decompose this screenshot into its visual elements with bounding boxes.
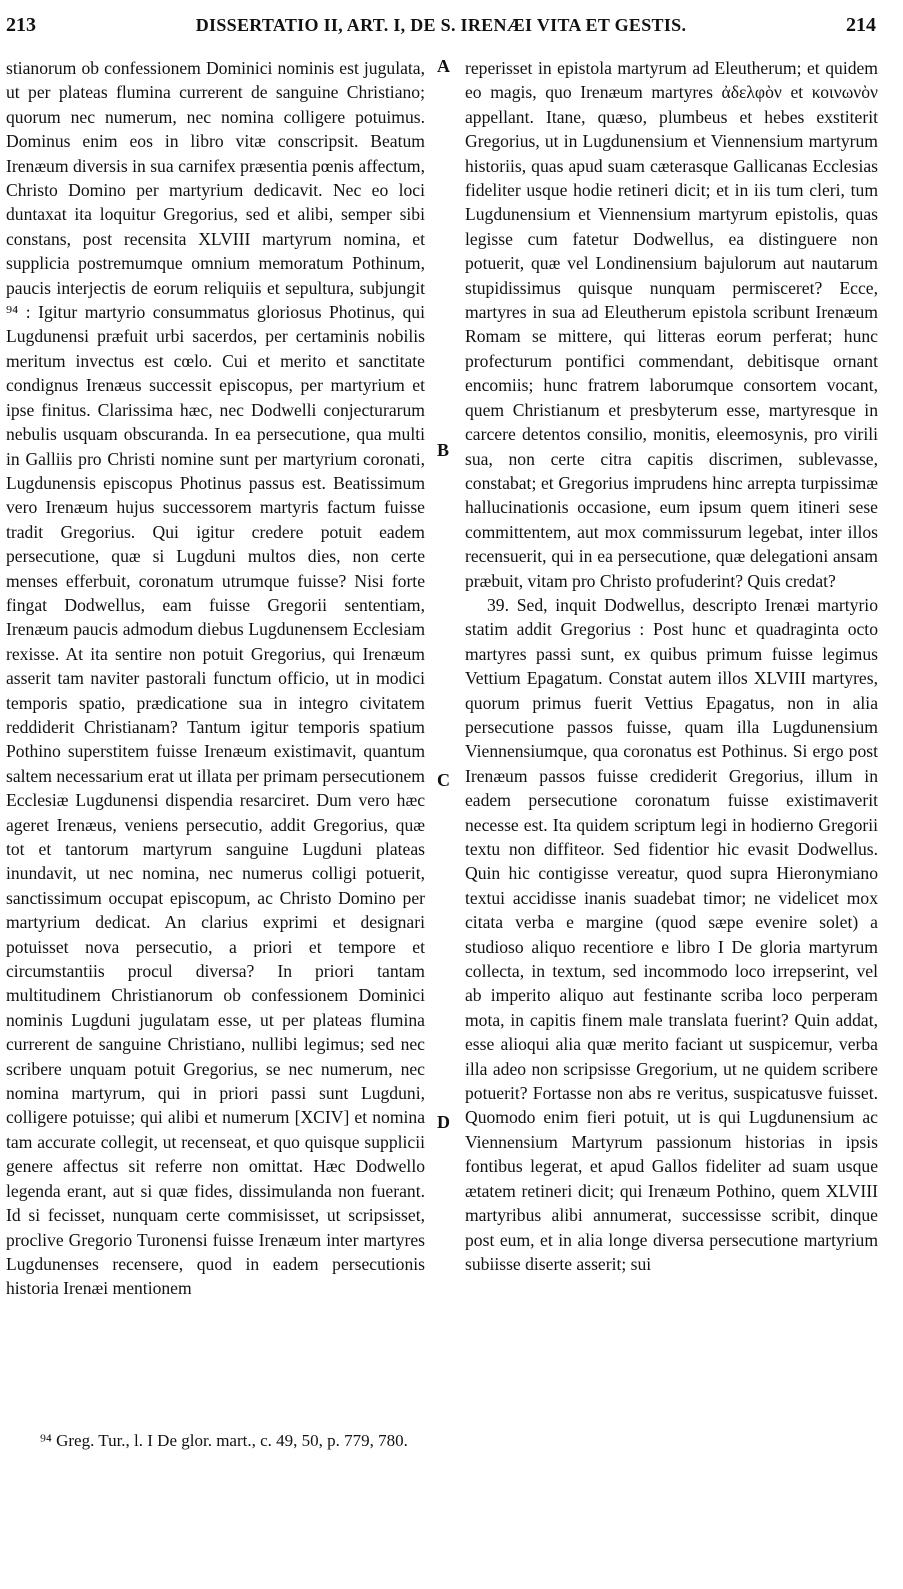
footnote: ⁹⁴ Greg. Tur., l. I De glor. mart., c. 49, 50, p. 779, 780. — [40, 1431, 408, 1450]
page-number-right: 214 — [846, 14, 876, 36]
margin-marker-c: C — [437, 770, 450, 790]
left-paragraph-1: stianorum ob confessionem Dominici nominis est jugulata, ut per plateas flumina currerent de sanguine Christiano; quorum nec numerum, nec nomina colligere potuimus. Dominus enim eos in libro vitæ conscripsit. Beatum Irenæum diversis in sua carnifex præsentia pœnis affectum, Christo Domino per martyrium dedicavit. Nec eo loci duntaxat ita loquitur Gregorius, sed et alibi, semper sibi constans, post recensita XLVIII martyrum nomina, et supplicia postremumque omnium memoratum Pothinum, paucis interjectis de eorum reliquiis et sepultura, subjungit ⁹⁴ : Igitur martyrio consummatus gloriosus Photinus, qui Lugdunensi præfuit urbi sacerdos, per certaminis nobilis meritum invectus est cœlo. Cui et merito et sanctitate condignus Irenæus successit episcopus, per martyrium et ipse finitus. Clarissima hæc, nec Dodwelli conjecturarum nebulis usquam obscuranda. In ea persecutione, qua multi in Galliis pro Christi nomine sunt per martyrium coronati, Lugdunensis episcopus Photinus passus est. Beatissimum vero Irenæum hujus successorem martyris factum fuisse tradit Gregorius. Qui igitur credere potuit eadem persecutione, quæ si Lugduni multos dies, non certe menses efferbuit, coronatum utrumque fuisse? Nisi forte fingat Dodwellus, eam fuisse Gregorii sententiam, Irenæum paucis admodum diebus Lugdunensem Ecclesiam rexisse. At ita sentire non potuit Gregorius, qui Irenæum asserit tam naviter pastorali functum officio, ut in modici temporis spatio, prædicatione sua in integro civitatem reddiderit Christianam? Tantum igitur temporis spatium Pothino superstitem fuisse Irenæum existimavit, quantum saltem necessarium erat ut illata per primam persecutionem Ecclesiæ Lugdunensi dispendia resarciret. Dum vero hæc ageret Irenæus, veniens persecutio, addit Gregorius, quæ tot et tantorum martyrum sanguine Lugduni plateas inundavit, ut nec nomina, nec numerus colligi potuerit, sanctissimum occupat episcopum, ac Christo Domino per martyrium dedicat. An clarius exprimi et designari potuisset nova persecutio, a priori et tempore et circumstantiis procul diversa? In priori tantam multitudinem Christianorum ob confessionem Dominici nominis Lugduni jugulatam esse, ut per plateas flumina currerent de sanguine Christiano, nullibi legimus; sed nec scribere unquam potuit Gregorius, se nec numerum, nec nomina martyrum, qui in priori passi sunt Lugduni, colligere potuisse; qui alibi et numerum [XCIV] et nomina tam accurate collegit, ut recenseat, et quo quisque supplicii genere affectus sit referre non omittat. Hæc Dodwello legenda erant, aut si quæ fides, dissimulanda non fuerant. Id si fecisset, nunquam certe commisisset, ut scripsisset, proclive Gregorio Turonensi fuisse Irenæum inter martyres Lugdunenses recensere, quod in eadem persecutionis historia Irenæi mentionem — [6, 58, 425, 1299]
running-header — [6, 14, 876, 40]
right-paragraph-2: 39. Sed, inquit Dodwellus, descripto Irenæi martyrio statim addit Gregorius : Post hunc et quadraginta octo martyres passi sunt, ex quibus primum fuisse legimus Vettium Epagatum. Constat autem illos XLVIII martyres, quorum primus fuerit Vettius Epagatus, non in alia persecutione passos fuisse, quam illa Lugdunensium Viennensiumque, qua coronatus est Pothinus. Si ergo post Irenæum passos fuisse crediderit Gregorius, illum in eadem persecutione coronatum fuisse existimaverit necesse est. Ita quidem scriptum legi in hodierno Gregorii textu non diffiteor. Sed fidentior hic evasit Dodwellus. Quin hic contigisse vereatur, quod supra Hieronymiano textui accidisse inanis suadebat timor; ne videlicet mox citata verba e margine (quod sæpe evenire solet) a studioso aliquo recentiore e libro I De gloria martyrum collecta, in textum, sed incommodo loco irrepserint, vel ab imperito aliquo aut festinante scriba loco perperam mota, in capitis finem male translata fuerint? Quin addat, esse alioqui alia quæ merito faciant ut suspicemur, verba illa adeo non scripsisse Gregorium, ut ne quidem scribere potuerit? Fortasse non abs re veritus, suspicatusve fuisset. Quomodo enim fieri potuit, ut is qui Lugdunensium ac Viennensium Martyrum passionum historias in ipsis fontibus legerat, et apud Gallos fideliter ad suam usque ætatem retineri dicit; qui Irenæum Pothino, quem XLVIII martyribus alibi annumerat, successisse scribit, dinque post eum, et in alia longe diversa persecutione martyrium subiisse diserte asserit; sui — [465, 594, 878, 1274]
margin-marker-b: B — [437, 440, 450, 460]
right-paragraph-1: reperisset in epistola martyrum ad Eleutherum; et quidem eo magis, quo Irenæum martyres ἀδελφὸν et κοινωνὸν appellant. Itane, quæso, plumbeus et hebes exstiterit Gregorius, ut in Lugdunensium et Viennensium martyrum historiis, quas apud suam cæterasque Gallicanas Ecclesias fideliter usque hodie retineri dicit; et in iis tum cleri, tum Lugdunensium et Viennensium martyrum epistolis, quas legisse cum fatetur Dodwellus, ea distinguere non potuerit, quæ vel Londinensium bajulorum aut nautarum stupidissimus quisque nunquam permisceret? Ecce, martyres in sua ad Eleutherum epistola scribunt Irenæum Romam se mittere, qui litteras eorum perferat; hunc profecturum pontifici commendant, debitisque ornant encomiis; hunc fratrem laborumque consortem vocant, quem Christianum et presbyterum esse, martyresque in carcere detentos consilio, monitis, eleemosynis, pro virili sua, non certe citra capitis discrimen, sublevasse, constabat; et Gregorius imprudens hinc arrepta turpissimæ hallucinationis occasione, eum ipsum quem itineri sese committentem, aut mox commissurum legebat, inter illos recensuerit, qui in ea persecutione, quæ delegationi ansam præbuit, vitam pro Christo profuderint? Quis credat? — [465, 58, 878, 591]
page-number-left: 213 — [6, 14, 36, 36]
margin-marker-d: D — [437, 1112, 450, 1132]
left-column — [6, 56, 425, 1376]
right-column — [465, 56, 878, 1376]
running-title: DISSERTATIO II, ART. I, DE S. IRENÆI VITA ET GESTIS. — [195, 15, 687, 35]
margin-marker-a: A — [437, 56, 450, 76]
